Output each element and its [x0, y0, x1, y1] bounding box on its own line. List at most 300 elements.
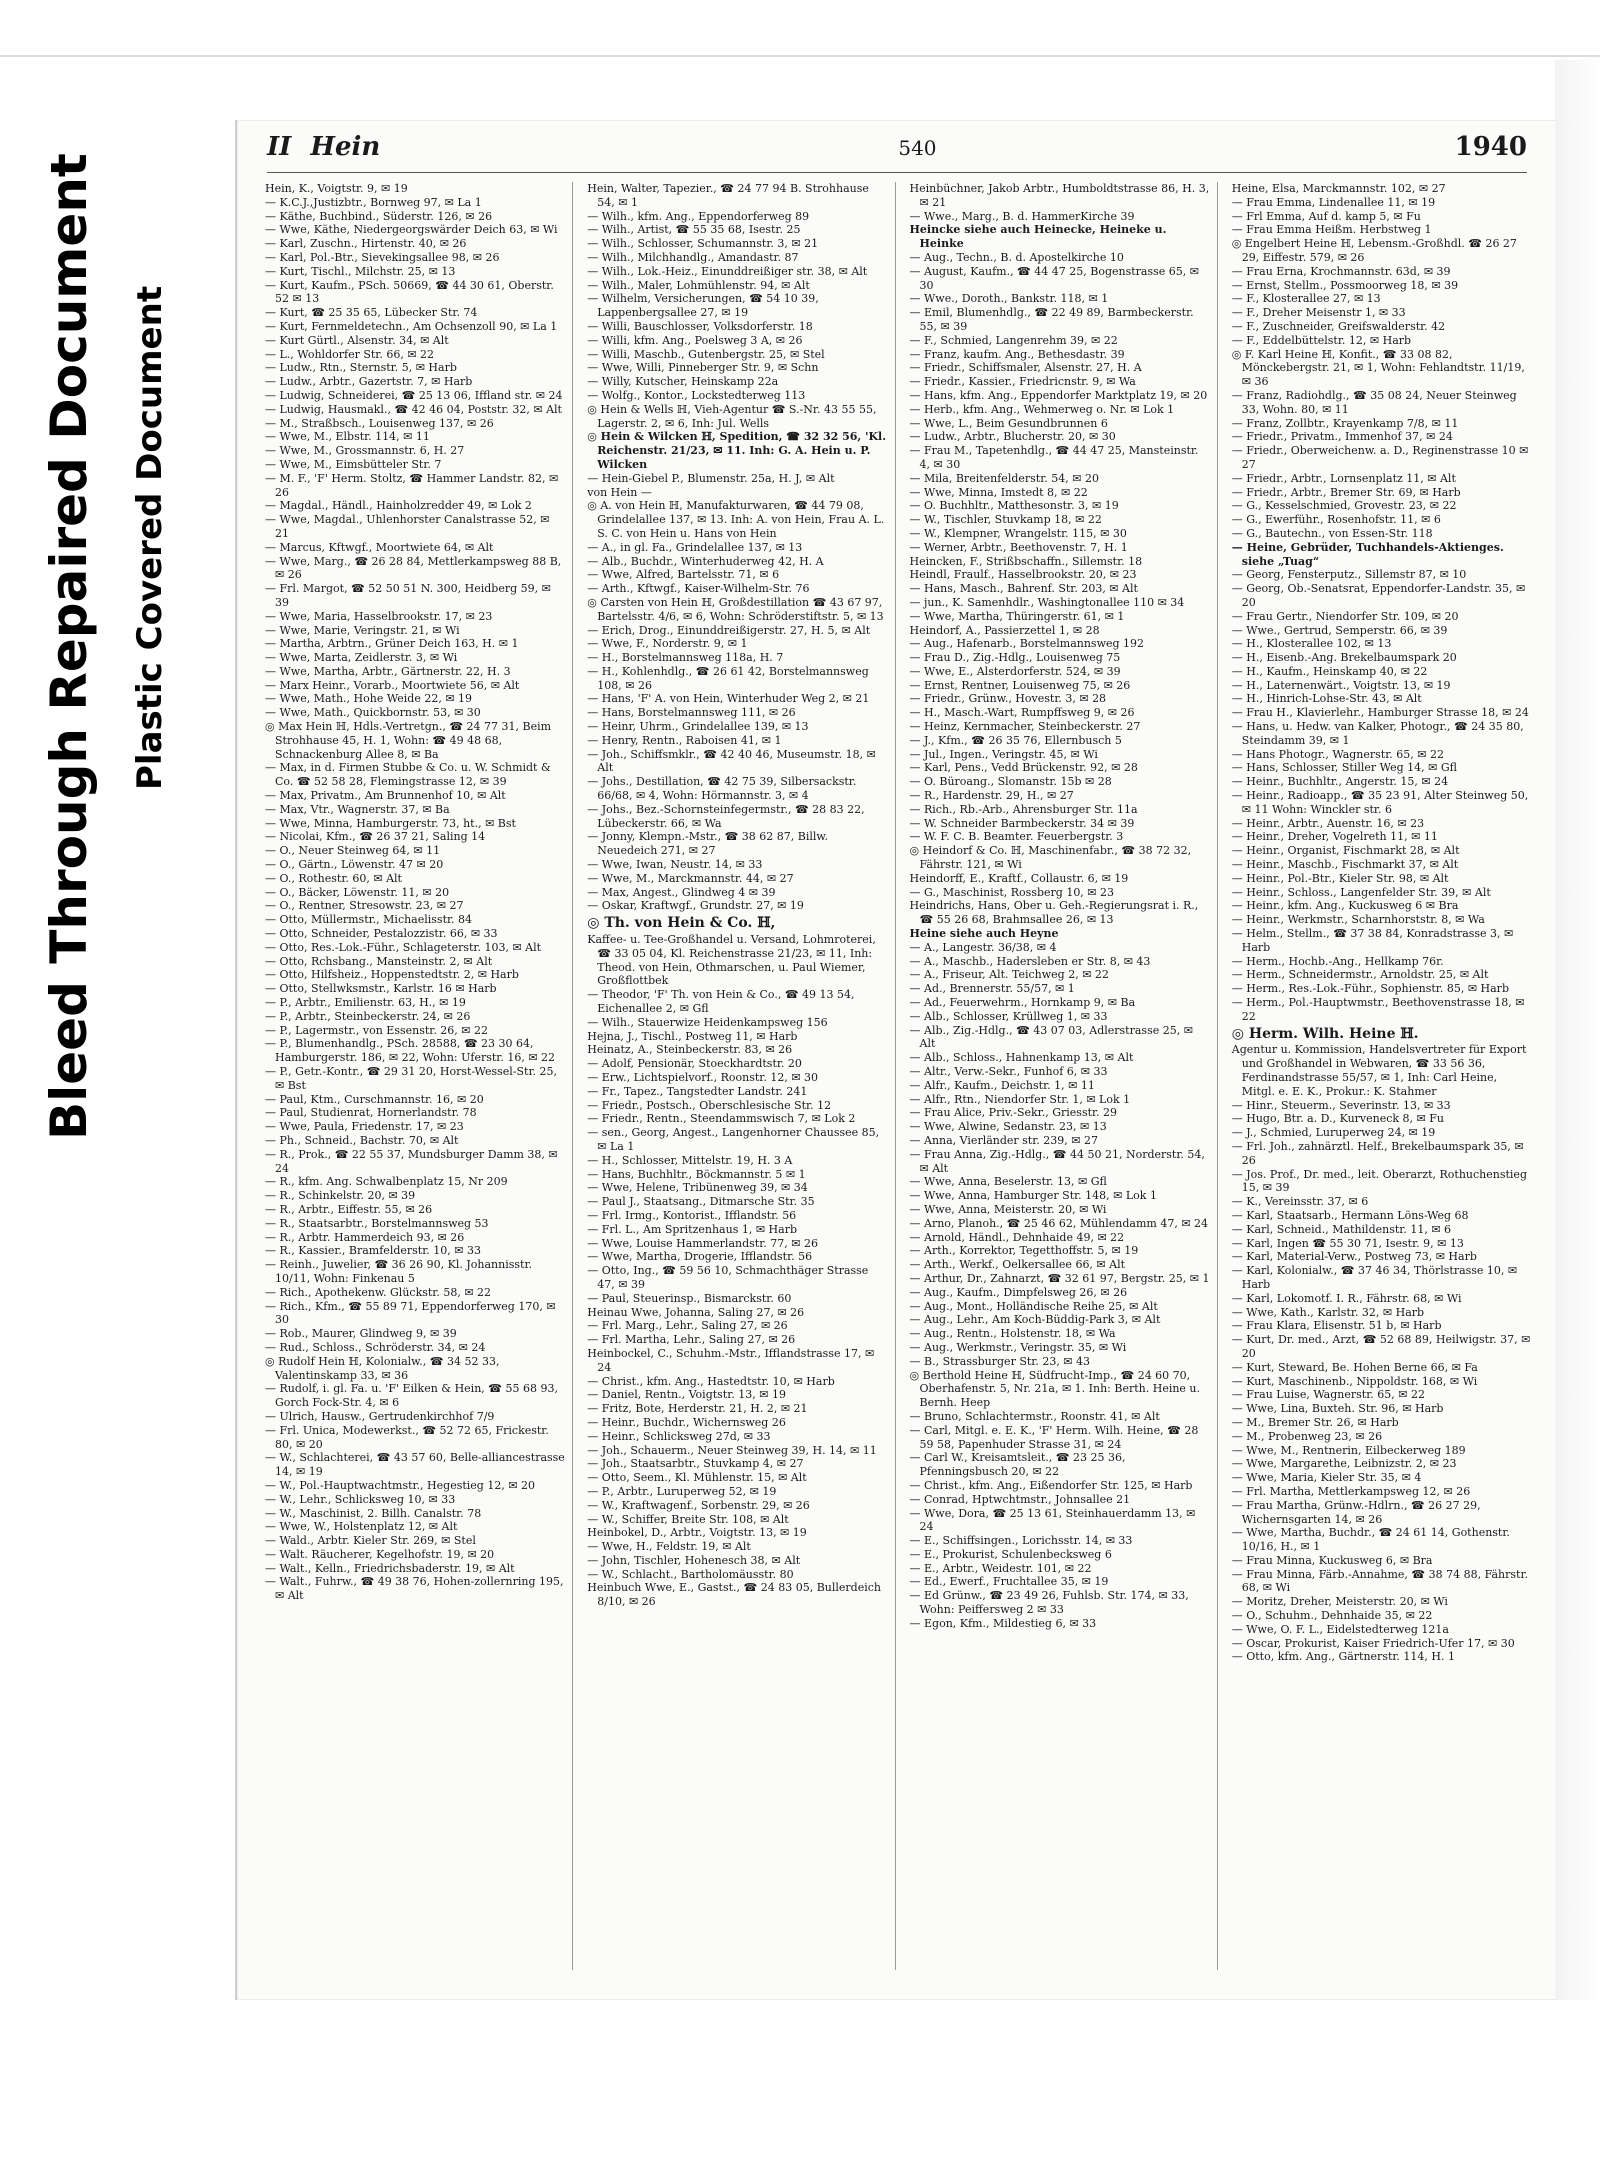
directory-entry: — Magdal., Händl., Hainholzredder 49, ✉ Lok 2 — [265, 499, 532, 513]
directory-entry: — Frau Minna, Kuckusweg 6, ✉ Bra — [1231, 1553, 1433, 1567]
directory-entry: — W., Klempner, Wrangelstr. 115, ✉ 30 — [909, 526, 1127, 540]
directory-entry: — Bruno, Schlachtermstr., Roonstr. 41, ✉ Alt — [909, 1409, 1160, 1423]
directory-entry: — Ludwig, Hausmakl., ☎ 42 46 04, Poststr. 32, ✉ Alt — [265, 402, 562, 416]
directory-entry: — Wwe, Dora, ☎ 25 13 61, Steinhauerdamm 13, ✉ 24 — [909, 1506, 1196, 1534]
directory-entry: — Alb., Schloss., Hahnenkamp 13, ✉ Alt — [909, 1051, 1134, 1065]
directory-entry: Heinatz, A., Steinbeckerstr. 83, ✉ 26 — [587, 1043, 793, 1057]
directory-entry: — P., Arbtr., Steinbeckerstr. 24, ✉ 26 — [265, 1009, 471, 1023]
directory-entry: — Hein-Giebel P., Blumenstr. 25a, H. J, ✉ Alt — [587, 471, 835, 485]
directory-entry: — Wwe, Margarethe, Leibnizstr. 2, ✉ 23 — [1231, 1457, 1457, 1471]
directory-entry: — Alb., Zig.-Hdlg., ☎ 43 07 03, Adlerstrasse 25, ✉ Alt — [909, 1023, 1193, 1051]
directory-entry: ◎ Heindorf & Co. ℍ, Maschinenfabr., ☎ 38 72 32, Fährstr. 121, ✉ Wi — [909, 844, 1192, 872]
directory-entry: Heinbüchner, Jakob Arbtr., Humboldtstrasse 86, H. 3, ✉ 21 — [909, 182, 1210, 209]
directory-entry: — Kurt, Kaufm., PSch. 50669, ☎ 44 30 61, Oberstr. 52 ✉ 13 — [265, 278, 554, 306]
directory-entry: — Hans Photogr., Wagnerstr. 65, ✉ 22 — [1231, 747, 1444, 761]
directory-entry: — Paul, Ktm., Curschmannstr. 16, ✉ 20 — [265, 1092, 484, 1106]
directory-entry: — Otto, Müllermstr., Michaelisstr. 84 — [265, 913, 473, 927]
directory-entry: — Rudolf, i. gl. Fa. u. 'F' Eilken & Hein, ☎ 55 68 93, Gorch Fock-Str. 4, ✉ 6 — [265, 1382, 558, 1410]
directory-entry: — Friedr., Oberweichenw. a. D., Reginenstrasse 10 ✉ 27 — [1231, 444, 1529, 471]
directory-entry: — Altr., Verw.-Sekr., Funhof 6, ✉ 33 — [909, 1065, 1108, 1078]
directory-entry: — Hans, Schlosser, Stiller Weg 14, ✉ Gfl — [1231, 761, 1457, 775]
directory-entry: — Christ., kfm. Ang., Hastedtstr. 10, ✉ Harb — [587, 1374, 835, 1388]
directory-entry: — Kurt, Fernmeldetechn., Am Ochsenzoll 90, ✉ La 1 — [265, 319, 558, 333]
directory-entry: — Walt., Fuhrw., ☎ 49 38 76, Hohen-zollernring 195, ✉ Alt — [265, 1575, 564, 1603]
directory-entry: — Helm., Stellm., ☎ 37 38 84, Konradstrasse 3, ✉ Harb — [1231, 927, 1514, 954]
directory-entry: — Otto, Stellwksmstr., Karlstr. 16 ✉ Harb — [265, 982, 497, 996]
directory-entry: — Egon, Kfm., Mildestieg 6, ✉ 33 — [909, 1616, 1097, 1630]
directory-entry: — Friedr., Grünw., Hovestr. 3, ✉ 28 — [909, 692, 1107, 706]
directory-entry: — Heinr., Buchhltr., Angerstr. 15, ✉ 24 — [1231, 775, 1449, 789]
column-2 — [581, 182, 895, 1970]
directory-entry: — Alfr., Rtn., Niendorfer Str. 1, ✉ Lok 1 — [909, 1092, 1131, 1106]
directory-entry: — Wwe, Lina, Buxteh. Str. 96, ✉ Harb — [1231, 1402, 1444, 1416]
scan-shadow — [1555, 60, 1600, 2000]
directory-entry: — Wwe., Marg., B. d. HammerKirche 39 — [909, 209, 1135, 223]
directory-entry: — Wolfg., Kontor., Lockstedterweg 113 — [587, 388, 806, 402]
directory-entry: — Wwe, M., Grossmannstr. 6, H. 27 — [265, 444, 465, 458]
directory-entry: — W., Tischler, Stuvkamp 18, ✉ 22 — [909, 513, 1102, 527]
directory-entry: ◎ Hein & Wells ℍ, Vieh-Agentur ☎ S.-Nr. 43 55 55, Lagerstr. 2, ✉ 6, Inh: Jul. Wells — [587, 402, 877, 430]
directory-entry: — Wwe, Math., Quickbornstr. 53, ✉ 30 — [265, 706, 481, 720]
directory-entry: — Wald., Arbtr. Kieler Str. 269, ✉ Stel — [265, 1534, 476, 1548]
directory-entry: — Erich, Drog., Einunddreißigerstr. 27, H. 5, ✉ Alt — [587, 623, 871, 637]
directory-entry: — Aug., Werkmstr., Veringstr. 35, ✉ Wi — [909, 1340, 1127, 1354]
directory-entry: — Ulrich, Hausw., Gertrudenkirchhof 7/9 — [265, 1409, 495, 1423]
directory-entry: — W., Maschinist, 2. Billh. Canalstr. 78 — [265, 1506, 482, 1520]
directory-entry: — P., Arbtr., Emilienstr. 63, H., ✉ 19 — [265, 996, 466, 1010]
directory-entry: — Friedr., Schiffsmaler, Alsenstr. 27, H. A — [909, 361, 1142, 375]
directory-entry: — Max, Privatm., Am Brunnenhof 10, ✉ Alt — [265, 789, 506, 803]
directory-entry: — August, Kaufm., ☎ 44 47 25, Bogenstrasse 65, ✉ 30 — [909, 264, 1199, 292]
directory-entry: — Ernst, Stellm., Possmoorweg 18, ✉ 39 — [1231, 278, 1459, 292]
directory-entry: — Ad., Brennerstr. 55/57, ✉ 1 — [909, 982, 1075, 996]
directory-entry: — Otto, Schneider, Pestalozzistr. 66, ✉ 33 — [265, 927, 498, 941]
directory-entry: von Hein — — [587, 485, 652, 499]
directory-entry: — Nicolai, Kfm., ☎ 26 37 21, Saling 14 — [265, 830, 486, 844]
directory-year: 1940 — [1454, 132, 1527, 162]
directory-entry: — R., Kassier., Bramfelderstr. 10, ✉ 33 — [265, 1244, 481, 1258]
directory-entry: — Anna, Vierländer str. 239, ✉ 27 — [909, 1133, 1098, 1147]
directory-entry: — Otto, kfm. Ang., Gärtnerstr. 114, H. 1 — [1231, 1650, 1455, 1664]
directory-columns — [259, 182, 1539, 1970]
section-name: Hein — [310, 132, 381, 162]
directory-entry: — O., Neuer Steinweg 64, ✉ 11 — [265, 844, 441, 858]
directory-entry: — Frau Minna, Färb.-Annahme, ☎ 38 74 88, Fährstr. 68, ✉ Wi — [1231, 1567, 1528, 1595]
directory-entry: — Wwe, Marg., ☎ 26 28 84, Mettlerkampsweg 88 B, ✉ 26 — [265, 554, 562, 582]
directory-entry: — Kurt Gürtl., Alsenstr. 34, ✉ Alt — [265, 333, 449, 347]
directory-entry: — Heinr., kfm. Ang., Kuckusweg 6 ✉ Bra — [1231, 899, 1459, 913]
directory-entry: — Alb., Schlosser, Krüllweg 1, ✉ 33 — [909, 1009, 1108, 1023]
directory-entry: — John, Tischler, Hohenesch 38, ✉ Alt — [587, 1553, 801, 1567]
directory-entry: — Ph., Schneid., Bachstr. 70, ✉ Alt — [265, 1133, 459, 1147]
directory-entry: — Friedr., Postsch., Oberschlesische Str. 12 — [587, 1098, 832, 1112]
directory-entry: — Wilh., Artist, ☎ 55 35 68, Isestr. 25 — [587, 223, 801, 237]
directory-entry: — Frl. Irmg., Kontorist., Ifflandstr. 56 — [587, 1208, 797, 1222]
directory-entry: — E., Arbtr., Weidestr. 101, ✉ 22 — [909, 1561, 1092, 1575]
directory-entry: — Karl, Kolonialw., ☎ 37 46 34, Thörlstrasse 10, ✉ Harb — [1231, 1264, 1518, 1291]
directory-entry: — Hans, 'F' A. von Hein, Winterhuder Weg 2, ✉ 21 — [587, 692, 870, 706]
directory-entry: — L., Wohldorfer Str. 66, ✉ 22 — [265, 347, 435, 361]
directory-entry: — Marcus, Kftwgf., Moortwiete 64, ✉ Alt — [265, 540, 494, 554]
directory-entry: — Ernst, Rentner, Louisenweg 75, ✉ 26 — [909, 678, 1131, 692]
directory-entry: — Willi, Bauschlosser, Volksdorferstr. 18 — [587, 319, 813, 333]
directory-entry: — Wwe, Alfred, Bartelsstr. 71, ✉ 6 — [587, 568, 780, 582]
directory-entry: — Heinr., Pol.-Btr., Kieler Str. 98, ✉ Alt — [1231, 871, 1449, 885]
directory-entry: — E., Prokurist, Schulenbecksweg 6 — [909, 1547, 1112, 1561]
directory-entry: — O. Buchhltr., Matthesonstr. 3, ✉ 19 — [909, 499, 1119, 513]
directory-entry: — Kurt, Tischl., Milchstr. 25, ✉ 13 — [265, 264, 456, 278]
directory-entry: — Frl. Unica, Modewerkst., ☎ 52 72 65, Frickestr. 80, ✉ 20 — [265, 1423, 549, 1451]
directory-entry: — Wwe, Paula, Friedenstr. 17, ✉ 23 — [265, 1120, 464, 1134]
directory-entry: — Emil, Blumenhdlg., ☎ 22 49 89, Barmbeckerstr. 55, ✉ 39 — [909, 306, 1194, 333]
directory-entry: — Hans, Borstelmannsweg 111, ✉ 26 — [587, 706, 796, 720]
directory-entry: — P., Blumenhandlg., PSch. 28588, ☎ 23 30 64, Hamburgerstr. 186, ✉ 22, Wohn: Uferstr. 16, ✉ 22 — [265, 1037, 556, 1065]
directory-entry: — Frl. L., Am Spritzenhaus 1, ✉ Harb — [587, 1222, 798, 1236]
directory-entry: — Marx Heinr., Vorarb., Moortwiete 56, ✉ Alt — [265, 678, 520, 692]
directory-entry: — Adolf, Pensionär, Stoeckhardtstr. 20 — [587, 1057, 802, 1071]
directory-entry: — Heinr., Radioapp., ☎ 35 23 91, Alter Steinweg 50, ✉ 11 Wohn: Winckler str. 6 — [1231, 789, 1529, 816]
directory-entry: — H., Laternenwärt., Voigtstr. 13, ✉ 19 — [1231, 678, 1451, 692]
directory-entry: — Otto, Seem., Kl. Mühlenstr. 15, ✉ Alt — [587, 1471, 807, 1485]
directory-entry: — Frau Anna, Zig.-Hdlg., ☎ 44 50 21, Norderstr. 54, ✉ Alt — [909, 1147, 1205, 1175]
directory-entry: — Arth., Korrektor, Tegetthoffstr. 5, ✉ 19 — [909, 1244, 1139, 1258]
directory-entry: — Frau Luise, Wagnerstr. 65, ✉ 22 — [1231, 1388, 1425, 1402]
directory-entry: — Herb., kfm. Ang., Wehmerweg o. Nr. ✉ Lok 1 — [909, 402, 1175, 416]
directory-entry: — Kurt, Dr. med., Arzt, ☎ 52 68 89, Heilwigstr. 37, ✉ 20 — [1231, 1333, 1531, 1360]
directory-entry: Heindl, Fraulf., Hasselbrookstr. 20, ✉ 23 — [909, 568, 1137, 582]
directory-entry: — Wwe, L., Beim Gesundbrunnen 6 — [909, 416, 1108, 430]
directory-entry: — Friedr., Rentn., Steendammswisch 7, ✉ Lok 2 — [587, 1112, 856, 1126]
directory-entry: ◎ Th. von Hein & Co. ℍ, — [587, 915, 776, 932]
directory-entry: — G., Maschinist, Rossberg 10, ✉ 23 — [909, 885, 1115, 899]
directory-entry: — Daniel, Rentn., Voigtstr. 13, ✉ 19 — [587, 1388, 786, 1402]
directory-entry: — Aug., Hafenarb., Borstelmannsweg 192 — [909, 637, 1145, 651]
directory-entry: — Käthe, Buchbind., Süderstr. 126, ✉ 26 — [265, 209, 493, 223]
directory-entry: — Frl. Martha, Lehr., Saling 27, ✉ 26 — [587, 1333, 796, 1347]
directory-entry: — Frl. Margot, ☎ 52 50 51 N. 300, Heidberg 59, ✉ 39 — [265, 582, 551, 609]
directory-entry: — Hans, u. Hedw. van Kalker, Photogr., ☎ 24 35 80, Steindamm 39, ✉ 1 — [1231, 720, 1524, 747]
directory-entry: — Wwe, Louise Hammerlandstr. 77, ✉ 26 — [587, 1236, 818, 1250]
directory-entry: ◎ F. Karl Heine ℍ, Konfit., ☎ 33 08 82, Mönckebergstr. 21, ✉ 1, Wohn: Fehlandtstr. 11/19, ✉ 36 — [1231, 347, 1525, 389]
directory-entry: Heindorf, A., Passierzettel 1, ✉ 28 — [909, 623, 1100, 637]
directory-entry: Heine, Elsa, Marckmannstr. 102, ✉ 27 — [1231, 182, 1446, 195]
directory-entry: — Alfr., Kaufm., Deichstr. 1, ✉ 11 — [909, 1078, 1095, 1092]
directory-entry: — Henry, Rentn., Raboisen 41, ✉ 1 — [587, 733, 782, 747]
directory-entry: — Wwe, Minna, Hamburgerstr. 73, ht., ✉ Bst — [265, 816, 516, 830]
directory-entry: — Wwe., Doroth., Bankstr. 118, ✉ 1 — [909, 292, 1109, 306]
directory-entry: — Wwe, E., Alsterdorferstr. 524, ✉ 39 — [909, 664, 1121, 678]
directory-entry: — Heinr, Uhrm., Grindelallee 139, ✉ 13 — [587, 720, 809, 734]
directory-entry: — Georg, Ob.-Senatsrat, Eppendorfer-Landstr. 35, ✉ 20 — [1231, 582, 1526, 609]
directory-entry: — H., Kaufm., Heinskamp 40, ✉ 22 — [1231, 664, 1428, 678]
column-3 — [904, 182, 1218, 1970]
directory-entry: — Arthur, Dr., Zahnarzt, ☎ 32 61 97, Bergstr. 25, ✉ 1 — [909, 1271, 1210, 1285]
stamp-line-1: Bleed Through Repaired Document — [40, 153, 98, 1140]
directory-entry: — Wwe, H., Feldstr. 19, ✉ Alt — [587, 1540, 751, 1554]
directory-entry: — Herm., Schneidermstr., Arnoldstr. 25, ✉ Alt — [1231, 968, 1489, 982]
directory-entry: — A., in gl. Fa., Grindelallee 137, ✉ 13 — [587, 540, 803, 554]
directory-entry: — Wilh., Lok.-Heiz., Einunddreißiger str. 38, ✉ Alt — [587, 264, 868, 278]
directory-entry: — H., Kohlenhdlg., ☎ 26 61 42, Borstelmannsweg 108, ✉ 26 — [587, 664, 869, 692]
directory-entry: — G., Kesselschmied, Grovestr. 23, ✉ 22 — [1231, 499, 1457, 513]
directory-entry: — Wwe, M., Eimsbütteler Str. 7 — [265, 457, 442, 471]
directory-entry: — Frau Emma Heißm. Herbstweg 1 — [1231, 223, 1432, 237]
directory-entry: — Franz, kaufm. Ang., Bethesdastr. 39 — [909, 347, 1125, 361]
directory-entry: — Wwe, Iwan, Neustr. 14, ✉ 33 — [587, 858, 763, 872]
directory-entry: — K., Vereinsstr. 37, ✉ 6 — [1231, 1195, 1369, 1209]
directory-entry: — W., Schlacht., Bartholomäusstr. 80 — [587, 1567, 794, 1581]
directory-entry: — Wwe, Minna, Imstedt 8, ✉ 22 — [909, 485, 1088, 499]
directory-entry: — R., Schinkelstr. 20, ✉ 39 — [265, 1189, 416, 1203]
directory-entry: ◎ Max Hein ℍ, Hdls.-Vertretgn., ☎ 24 77 31, Beim Strohhause 45, H. 1, Wohn: ☎ 49 48 68, Schnackenburg Allee 8, ✉ Ba — [265, 720, 552, 761]
directory-entry: — O., Gärtn., Löwenstr. 47 ✉ 20 — [265, 858, 444, 872]
directory-entry: — Herm., Pol.-Hauptwmstr., Beethovenstrasse 18, ✉ 22 — [1231, 996, 1525, 1023]
directory-entry: — E., Schiffsingen., Lorichsstr. 14, ✉ 33 — [909, 1534, 1133, 1548]
stamp-line-2: Plastic Covered Document — [130, 285, 170, 790]
directory-entry: — O. Büroang., Slomanstr. 15b ✉ 28 — [909, 775, 1112, 789]
directory-entry: — Friedr., Arbtr., Bremer Str. 69, ✉ Harb — [1231, 485, 1461, 499]
directory-entry: — Heinz, Kernmacher, Steinbeckerstr. 27 — [909, 720, 1141, 734]
directory-entry: — Frau Emma, Lindenallee 11, ✉ 19 — [1231, 195, 1436, 209]
directory-entry: — Oskar, Kraftwgf., Grundstr. 27, ✉ 19 — [587, 899, 804, 913]
directory-entry: — Moritz, Dreher, Meisterstr. 20, ✉ Wi — [1231, 1595, 1448, 1609]
directory-entry: — Theodor, 'F' Th. von Hein & Co., ☎ 49 13 54, Eichenallee 2, ✉ Gfl — [587, 988, 855, 1016]
directory-entry: — W., Schiffer, Breite Str. 108, ✉ Alt — [587, 1512, 789, 1526]
directory-entry: — O., Schuhm., Dehnhaide 35, ✉ 22 — [1231, 1609, 1433, 1623]
directory-entry: ◎ Hein & Wilcken ℍ, Spedition, ☎ 32 32 56, 'Kl. Reichenstr. 21/23, ✉ 11. Inh: G. A. Hein u. P. Wilcken — [587, 430, 887, 471]
directory-entry: — W., Kraftwagenf., Sorbenstr. 29, ✉ 26 — [587, 1498, 810, 1512]
directory-entry: — Reinh., Juwelier, ☎ 36 26 90, Kl. Johannisstr. 10/11, Wohn: Finkenau 5 — [265, 1258, 532, 1285]
directory-entry: — Wwe., Gertrud, Semperstr. 66, ✉ 39 — [1231, 623, 1448, 637]
directory-entry: — Karl, Schneid., Mathildenstr. 11, ✉ 6 — [1231, 1222, 1452, 1236]
directory-entry: — Mila, Breitenfelderstr. 54, ✉ 20 — [909, 471, 1099, 485]
running-head — [267, 132, 1527, 173]
directory-entry: — Carl W., Kreisamtsleit., ☎ 23 25 36, Pfenningsbusch 20, ✉ 22 — [909, 1451, 1126, 1479]
directory-entry: ◎ Engelbert Heine ℍ, Lebensm.-Großhdl. ☎ 26 27 29, Eiffestr. 579, ✉ 26 — [1231, 237, 1517, 264]
directory-entry: — Willy, Kutscher, Heinskamp 22a — [587, 375, 779, 389]
directory-entry: — Heinr., Maschb., Fischmarkt 37, ✉ Alt — [1231, 858, 1459, 872]
archive-stamp — [40, 153, 220, 1230]
directory-entry: — Frau H., Klavierlehr., Hamburger Strasse 18, ✉ 24 — [1231, 706, 1529, 720]
directory-entry: — Aug., Rentn., Holstenstr. 18, ✉ Wa — [909, 1327, 1116, 1341]
directory-entry: — Herm., Res.-Lok.-Führ., Sophienstr. 85, ✉ Harb — [1231, 982, 1509, 996]
directory-entry: Hein, Walter, Tapezier., ☎ 24 77 94 B. Strohhause 54, ✉ 1 — [587, 182, 869, 209]
directory-entry: — Heinr., Schloss., Langenfelder Str. 39, ✉ Alt — [1231, 885, 1491, 899]
directory-entry: Heincke siehe auch Heinecke, Heineke u. Heinke — [909, 223, 1167, 251]
directory-entry: — F., Klosterallee 27, ✉ 13 — [1231, 292, 1381, 306]
column-4 — [1226, 182, 1539, 1970]
directory-entry: — Kurt, Steward, Be. Hohen Berne 66, ✉ Fa — [1231, 1360, 1478, 1374]
directory-entry: Kaffee- u. Tee-Großhandel u. Versand, Lohmroterei, ☎ 33 05 04, Kl. Reichenstrasse 21/23, ✉ 11, Inh: Theod. von Hein, Othmarschen, u. Paul Wiemer, Großflottbek — [587, 933, 876, 988]
directory-entry: — Rich., Kfm., ☎ 55 89 71, Eppendorferweg 170, ✉ 30 — [265, 1299, 556, 1327]
directory-entry: — Heinr., Buchdr., Wichernsweg 26 — [587, 1415, 786, 1429]
directory-entry: — Frl. Marg., Lehr., Saling 27, ✉ 26 — [587, 1319, 788, 1333]
directory-entry: — Frl. Martha, Mettlerkampsweg 12, ✉ 26 — [1231, 1484, 1471, 1498]
directory-entry: — Frau Erna, Krochmannstr. 63d, ✉ 39 — [1231, 264, 1451, 278]
directory-entry: — Frau Gertr., Niendorfer Str. 109, ✉ 20 — [1231, 609, 1459, 623]
directory-entry: — Max, Vtr., Wagnerstr. 37, ✉ Ba — [265, 802, 450, 816]
directory-entry: — W., Lehr., Schlicksweg 10, ✉ 33 — [265, 1492, 456, 1506]
directory-entry: — Karl, Ingen ☎ 55 30 71, Isestr. 9, ✉ 13 — [1231, 1236, 1464, 1250]
directory-entry: — Arth., Werkf., Oelkersallee 66, ✉ Alt — [909, 1258, 1126, 1272]
directory-entry: — M., Straßbsch., Louisenweg 137, ✉ 26 — [265, 416, 494, 430]
directory-entry: — Wilh., kfm. Ang., Eppendorferweg 89 — [587, 209, 810, 223]
directory-entry: — W. Schneider Barmbeckerstr. 34 ✉ 39 — [909, 816, 1135, 830]
directory-entry: — A., Maschb., Hadersleben er Str. 8, ✉ 43 — [909, 954, 1151, 968]
directory-entry: — H., Hinrich-Lohse-Str. 43, ✉ Alt — [1231, 692, 1422, 706]
directory-entry: — R., kfm. Ang. Schwalbenplatz 15, Nr 209 — [265, 1175, 508, 1189]
directory-entry: — Christ., kfm. Ang., Eißendorfer Str. 125, ✉ Harb — [909, 1478, 1193, 1492]
directory-entry: — Hans, Masch., Bahrenf. Str. 203, ✉ Alt — [909, 582, 1138, 596]
directory-entry: — Ludwig, Schneiderei, ☎ 25 13 06, Iffland str. ✉ 24 — [265, 388, 563, 402]
directory-entry: — jun., K. Samenhdlr., Washingtonallee 110 ✉ 34 — [909, 595, 1185, 609]
directory-entry: — Heinr., Organist, Fischmarkt 28, ✉ Alt — [1231, 844, 1460, 858]
directory-entry: — Arnold, Händl., Dehnhaide 49, ✉ 22 — [909, 1230, 1125, 1244]
directory-entry: — Wilh., Schlosser, Schumannstr. 3, ✉ 21 — [587, 237, 819, 251]
directory-entry: — Arth., Kftwgf., Kaiser-Wilhelm-Str. 76 — [587, 582, 810, 596]
directory-entry: Heinbokel, D., Arbtr., Voigtstr. 13, ✉ 19 — [587, 1526, 807, 1540]
directory-entry: — Max, in d. Firmen Stubbe & Co. u. W. Schmidt & Co. ☎ 52 58 28, Flemingstrasse 12, ✉ 39 — [265, 761, 551, 789]
directory-entry: ◎ Herm. Wilh. Heine ℍ. — [1231, 1025, 1419, 1042]
directory-entry: — Frl Emma, Auf d. kamp 5, ✉ Fu — [1231, 209, 1421, 223]
directory-entry: — Ad., Feuerwehrm., Hornkamp 9, ✉ Ba — [909, 996, 1136, 1010]
directory-entry: — Otto, Ing., ☎ 59 56 10, Schmachthäger Strasse 47, ✉ 39 — [587, 1264, 869, 1291]
directory-entry: — Wwe, Anna, Beselerstr. 13, ✉ Gfl — [909, 1175, 1107, 1189]
directory-entry: — M. F., 'F' Herm. Stoltz, ☎ Hammer Landstr. 82, ✉ 26 — [265, 471, 559, 499]
directory-entry: Heinbuch Wwe, E., Gastst., ☎ 24 83 05, Bullerdeich 8/10, ✉ 26 — [587, 1581, 881, 1609]
directory-entry: — Hans, Buchhltr., Böckmannstr. 5 ✉ 1 — [587, 1167, 806, 1181]
directory-entry: — J., Schmied, Luruperweg 24, ✉ 19 — [1231, 1126, 1436, 1140]
directory-entry: — Max, Angest., Glindweg 4 ✉ 39 — [587, 885, 776, 899]
directory-entry: — Johs., Bez.-Schornsteinfegermstr., ☎ 28 83 22, Lübeckerstr. 66, ✉ Wa — [587, 802, 865, 830]
directory-entry: — Ludw., Rtn., Sternstr. 5, ✉ Harb — [265, 361, 457, 375]
directory-entry: — Wwe, Maria, Kieler Str. 35, ✉ 4 — [1231, 1471, 1422, 1485]
directory-entry: — sen., Georg, Angest., Langenhorner Chaussee 85, ✉ La 1 — [587, 1126, 880, 1153]
directory-entry: — A., Friseur, Alt. Teichweg 2, ✉ 22 — [909, 968, 1109, 982]
directory-entry: — Wwe, Marta, Zeidlerstr. 3, ✉ Wi — [265, 651, 458, 665]
directory-entry: — H., Schlosser, Mittelstr. 19, H. 3 A — [587, 1153, 793, 1167]
directory-entry: — Kurt, ☎ 25 35 65, Lübecker Str. 74 — [265, 306, 478, 320]
directory-entry: — Wwe, Käthe, Niedergeorgswärder Deich 63, ✉ Wi — [265, 223, 558, 237]
directory-entry: — Karl, Zuschn., Hirtenstr. 40, ✉ 26 — [265, 237, 467, 251]
directory-entry: — Wwe, M., Rentnerin, Eilbeckerweg 189 — [1231, 1443, 1466, 1457]
directory-entry: — Kurt, Maschinenb., Nippoldstr. 168, ✉ Wi — [1231, 1374, 1478, 1388]
directory-entry: — O., Bäcker, Löwenstr. 11, ✉ 20 — [265, 885, 450, 899]
directory-entry: — Franz, Radiohdlg., ☎ 35 08 24, Neuer Steinweg 33, Wohn. 80, ✉ 11 — [1231, 388, 1517, 416]
directory-entry: — G., Ewerführ., Rosenhofstr. 11, ✉ 6 — [1231, 513, 1441, 527]
directory-entry: Heinbockel, C., Schuhm.-Mstr., Ifflandstrasse 17, ✉ 24 — [587, 1346, 875, 1374]
directory-entry: — Karl, Lokomotf. I. R., Fährstr. 68, ✉ Wi — [1231, 1291, 1462, 1305]
directory-entry: — Wwe, F., Norderstr. 9, ✉ 1 — [587, 637, 748, 651]
directory-entry: — Wwe, O. F. L., Eidelstedterweg 121a — [1231, 1622, 1449, 1636]
directory-entry: — Friedr., Arbtr., Lornsenplatz 11, ✉ Alt — [1231, 471, 1456, 485]
scan-top-edge — [0, 55, 1600, 57]
directory-entry: — Frau D., Zig.-Hdlg., Louisenweg 75 — [909, 651, 1121, 665]
directory-entry: — P., Lagermstr., von Essenstr. 26, ✉ 22 — [265, 1023, 489, 1037]
directory-entry: — Wilh., Stauerwize Heidenkampsweg 156 — [587, 1015, 828, 1029]
directory-entry: — F., Dreher Meisenstr 1, ✉ 33 — [1231, 306, 1406, 320]
directory-page — [235, 120, 1557, 2000]
directory-entry: — Jos. Prof., Dr. med., leit. Oberarzt, Rothuchenstieg 15, ✉ 39 — [1231, 1167, 1527, 1195]
directory-entry: — Karl, Material-Verw., Postweg 73, ✉ Harb — [1231, 1250, 1477, 1264]
section-number: II — [267, 132, 292, 162]
directory-entry: ◎ Berthold Heine ℍ, Südfrucht-Imp., ☎ 24 60 70, Oberhafenstr. 5, Nr. 21a, ✉ 1. Inh: Berth. Heine u. Bernh. Heep — [909, 1368, 1201, 1410]
directory-entry: — Ed Grünw., ☎ 23 49 26, Fuhlsb. Str. 174, ✉ 33, Wohn: Peiffersweg 2 ✉ 33 — [909, 1589, 1189, 1617]
directory-entry: — Wwe, Willi, Pinneberger Str. 9, ✉ Schn — [587, 361, 819, 375]
directory-entry: — Wwe, Marie, Veringstr. 21, ✉ Wi — [265, 623, 460, 637]
directory-entry: — Erw., Lichtspielvorf., Roonstr. 12, ✉ 30 — [587, 1071, 819, 1084]
directory-entry: — P., Getr.-Kontr., ☎ 29 31 20, Horst-Wessel-Str. 25, ✉ Bst — [265, 1065, 558, 1092]
directory-entry: — G., Bautechn., von Essen-Str. 118 — [1231, 526, 1433, 540]
directory-entry: Hein, K., Voigtstr. 9, ✉ 19 — [265, 182, 408, 195]
directory-entry: — Conrad, Hptwchtmstr., Johnsallee 21 — [909, 1492, 1131, 1506]
directory-entry: — Heinr., Werkmstr., Scharnhorststr. 8, ✉ Wa — [1231, 913, 1485, 927]
directory-entry: ◎ Rudolf Hein ℍ, Kolonialw., ☎ 34 52 33, Valentinskamp 33, ✉ 36 — [265, 1354, 500, 1382]
directory-entry: — Paul, Studienrat, Hornerlandstr. 78 — [265, 1106, 477, 1120]
directory-entry: — W. F. C. B. Beamter. Feuerbergstr. 3 — [909, 830, 1124, 844]
directory-entry: — Franz, Zollbtr., Krayenkamp 7/8, ✉ 11 — [1231, 416, 1459, 430]
directory-entry: — Karl, Pol.-Btr., Sievekingsallee 98, ✉ 26 — [265, 250, 500, 264]
directory-entry: — Otto, Hilfsheiz., Hoppenstedtstr. 2, ✉ Harb — [265, 968, 519, 982]
directory-entry: — B., Strassburger Str. 23, ✉ 43 — [909, 1354, 1091, 1368]
directory-entry: — Wwe, Martha, Drogerie, Ifflandstr. 56 — [587, 1250, 813, 1264]
directory-entry: — M., Bremer Str. 26, ✉ Harb — [1231, 1415, 1399, 1429]
directory-entry: — Willi, kfm. Ang., Poelsweg 3 A, ✉ 26 — [587, 333, 803, 347]
directory-entry: — Wwe, Alwine, Sedanstr. 23, ✉ 13 — [909, 1120, 1107, 1134]
directory-entry: — A., Langestr. 36/38, ✉ 4 — [909, 940, 1057, 954]
column-1 — [259, 182, 573, 1970]
directory-entry: — Walt. Räucherer, Kegelhofstr. 19, ✉ 20 — [265, 1547, 495, 1561]
directory-entry: — Wilh., Milchhandlg., Amandastr. 87 — [587, 250, 799, 264]
directory-entry: — Aug., Mont., Holländische Reihe 25, ✉ Alt — [909, 1299, 1158, 1313]
directory-entry: — R., Arbtr., Eiffestr. 55, ✉ 26 — [265, 1202, 433, 1216]
directory-entry: — F., Schmied, Langenrehm 39, ✉ 22 — [909, 333, 1118, 347]
directory-entry: — Rud., Schloss., Schröderstr. 34, ✉ 24 — [265, 1340, 486, 1354]
directory-entry: — Herm., Hochb.-Ang., Hellkamp 76r. — [1231, 954, 1444, 968]
directory-entry: — Oscar, Prokurist, Kaiser Friedrich-Ufer 17, ✉ 30 — [1231, 1636, 1515, 1650]
directory-entry: — F., Eddelbüttelstr. 12, ✉ Harb — [1231, 333, 1412, 347]
directory-entry: — Ed., Ewerf., Fruchtallee 35, ✉ 19 — [909, 1575, 1109, 1589]
directory-entry: — Wilhelm, Versicherungen, ☎ 54 10 39, Lappenbergsallee 27, ✉ 19 — [587, 292, 819, 320]
directory-entry: — Alb., Buchdr., Winterhuderweg 42, H. A — [587, 554, 824, 568]
directory-entry: — O., Rothestr. 60, ✉ Alt — [265, 871, 402, 885]
directory-entry: — Joh., Schauerm., Neuer Steinweg 39, H. 14, ✉ 11 — [587, 1443, 877, 1457]
directory-entry: — Joh., Staatsarbtr., Stuvkamp 4, ✉ 27 — [587, 1457, 804, 1471]
directory-entry: — Wwe, M., Marckmannstr. 44, ✉ 27 — [587, 871, 794, 885]
directory-entry: — Aug., Lehr., Am Koch-Büddig-Park 3, ✉ Alt — [909, 1313, 1161, 1327]
directory-entry: — Willi, Maschb., Gutenbergstr. 25, ✉ Stel — [587, 347, 825, 361]
directory-entry: — Wwe, Martha, Arbtr., Gärtnerstr. 22, H. 3 — [265, 664, 511, 678]
directory-entry: Heindorff, E., Kraftf., Collaustr. 6, ✉ 19 — [909, 871, 1129, 885]
directory-entry: — Frl. Joh., zahnärztl. Helf., Brekelbaumspark 35, ✉ 26 — [1231, 1139, 1524, 1167]
directory-entry: — H., Masch.-Wart, Rumpffsweg 9, ✉ 26 — [909, 706, 1135, 720]
directory-entry: — Frau Klara, Elisenstr. 51 b, ✉ Harb — [1231, 1319, 1442, 1333]
directory-entry: — O., Rentner, Stresowstr. 23, ✉ 27 — [265, 899, 464, 913]
directory-entry: — R., Staatsarbtr., Borstelmannsweg 53 — [265, 1216, 489, 1230]
directory-entry: Heine siehe auch Heyne — [909, 927, 1059, 941]
directory-entry: — Wwe, M., Elbstr. 114, ✉ 11 — [265, 430, 430, 444]
directory-entry: — Aug., Techn., B. d. Apostelkirche 10 — [909, 250, 1124, 264]
directory-entry: — Jonny, Klempn.-Mstr., ☎ 38 62 87, Billw. Neuedeich 271, ✉ 27 — [587, 830, 828, 858]
directory-entry: — Ludw., Arbtr., Gazertstr. 7, ✉ Harb — [265, 375, 473, 389]
directory-entry: — Wwe, Kath., Karlstr. 32, ✉ Harb — [1231, 1305, 1425, 1319]
directory-entry: — Wwe, Anna, Hamburger Str. 148, ✉ Lok 1 — [909, 1189, 1157, 1203]
directory-entry: — W., Pol.-Hauptwachtmstr., Hegestieg 12, ✉ 20 — [265, 1478, 536, 1492]
directory-entry: — Rich., Rb.-Arb., Ahrensburger Str. 11a — [909, 802, 1138, 816]
directory-entry: — Friedr., Privatm., Immenhof 37, ✉ 24 — [1231, 430, 1453, 444]
directory-entry: — P., Arbtr., Luruperweg 52, ✉ 19 — [587, 1484, 777, 1498]
directory-entry: — Wwe, Helene, Tribünenweg 39, ✉ 34 — [587, 1181, 808, 1195]
